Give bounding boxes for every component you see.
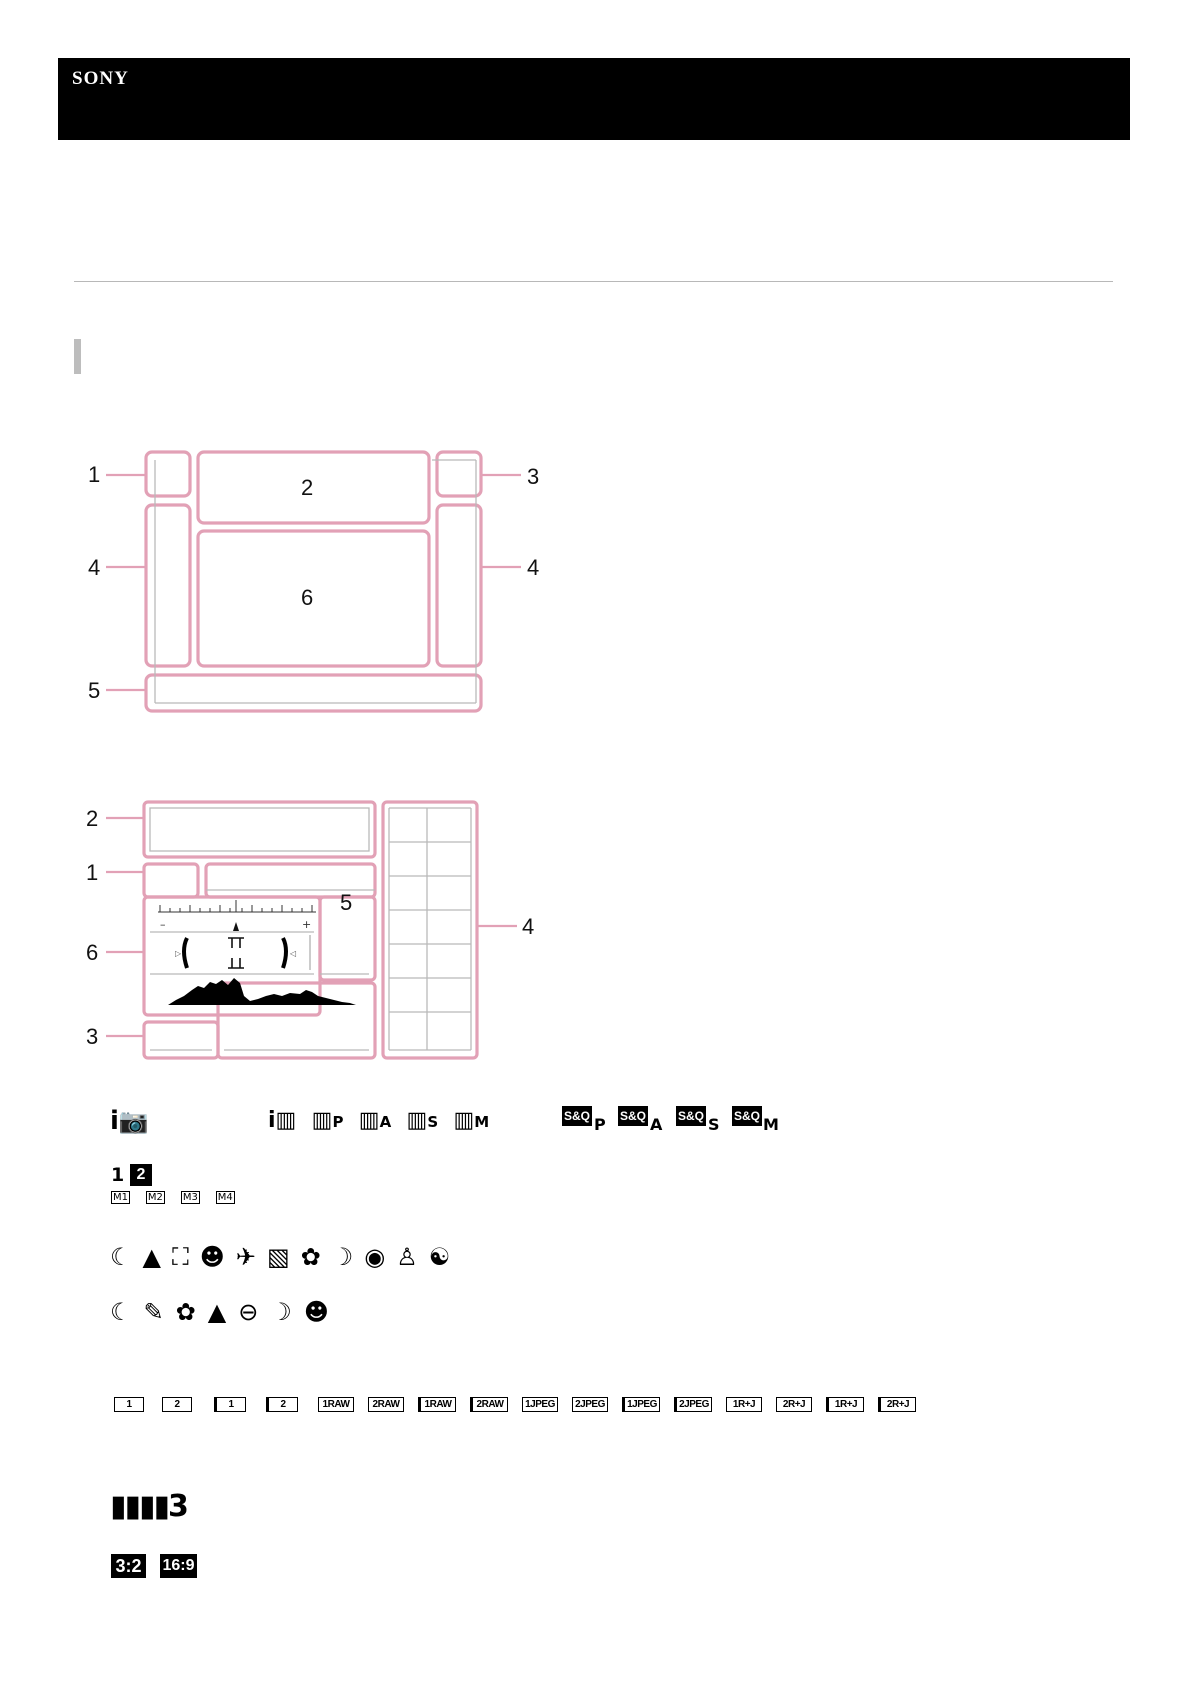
pb-label-3: 3 [86,1024,99,1049]
movie-m-icon: ▥M [453,1108,490,1133]
portrait2-icon: ☾ [110,1298,144,1326]
memory-2-icon: 2 [130,1164,152,1186]
area-4-right-box [437,505,481,666]
aspect-3-2-icon: 3:2 [111,1554,146,1578]
area-2-box [198,452,429,523]
pb-area-4-box [383,802,477,1058]
night-portrait2-icon: ☻ [303,1298,341,1326]
baby-icon: ☯ [428,1243,462,1271]
media-icon-5: 1RAW [318,1397,354,1412]
media-icon-14: 2R+J [776,1397,812,1412]
area-4-left-box [146,505,190,666]
portrait-icon: ☻ [199,1243,236,1271]
svg-text:–: – [160,918,166,931]
battery-level-icon: ▮▮▮▮3 [110,1489,187,1524]
brand-logo: SONY [72,68,129,89]
area-5-box [146,675,481,711]
face-icon: ◉ [364,1243,397,1271]
memory-m3-icon: M3 [182,1192,198,1203]
action-icon: ✈ [235,1243,267,1271]
pb-label-2: 2 [86,806,99,831]
sq-p-suffix: P [594,1115,606,1134]
label-4-left: 4 [88,555,101,580]
sq-m-suffix: M [763,1115,779,1134]
aspect-16-9-icon: 16:9 [160,1554,197,1578]
media-icon-15: 1R+J [826,1397,864,1412]
night2-icon: ☽ [270,1298,304,1326]
memory-m1-icon: M1 [113,1192,128,1203]
media-icon-9: 1JPEG [522,1397,558,1412]
area-6-box [198,531,429,666]
sports-icon: ✎ [143,1298,176,1326]
sunset-icon: ⊖ [238,1298,271,1326]
media-icon-7: 1RAW [418,1397,456,1412]
candle-icon: ♙ [396,1243,429,1271]
svg-text:◁: ◁ [290,949,297,958]
media-icon-6: 2RAW [368,1397,404,1412]
landscape2-icon: ▲ [207,1298,239,1326]
media-icon-1: 1 [114,1397,144,1412]
backlight-icon: ⛶ [171,1243,200,1271]
lowlight-icon: ▧ [266,1243,301,1271]
landscape-icon: ▲ [142,1243,172,1271]
svg-text:▷: ▷ [175,949,182,958]
label-5: 5 [88,678,101,703]
exposure-scale-ticks [160,900,312,912]
media-icon-11: 1JPEG [622,1397,660,1412]
pb-label-4: 4 [522,914,535,939]
intelligent-auto-icon: i📷 [110,1106,149,1136]
pb-label-6: 6 [86,940,99,965]
label-6: 6 [301,585,314,610]
media-icon-3: 1 [214,1397,246,1412]
sq-m-icon: S&Q [732,1106,762,1126]
label-1: 1 [88,462,101,487]
movie-a-icon: ▥A [358,1108,392,1133]
sq-p-icon: S&Q [562,1106,592,1126]
media-icon-2: 2 [162,1397,192,1412]
playback-screen-diagram [86,802,534,1058]
memory-1-icon: 1 [111,1164,125,1186]
label-2: 2 [301,475,314,500]
media-icon-13: 1R+J [726,1397,762,1412]
scene-selection-icons [110,1245,461,1269]
pb-label-1: 1 [86,860,99,885]
label-3: 3 [527,464,540,489]
pb-label-5: 5 [340,890,353,915]
night-portrait-icon: ☽ [331,1243,365,1271]
shooting-screen-diagram [88,452,539,711]
pb-area-3-box [144,1022,218,1058]
scene-icons-row2 [110,1300,341,1324]
label-4-right: 4 [527,555,540,580]
movie-p-icon: ▥P [311,1108,344,1133]
sq-s-suffix: S [708,1115,720,1134]
media-icon-16: 2R+J [878,1397,916,1412]
media-icon-4: 2 [266,1397,298,1412]
memory-m-icons [111,1193,235,1203]
movie-s-icon: ▥S [406,1108,439,1133]
sq-s-icon: S&Q [676,1106,706,1126]
sq-a-suffix: A [650,1115,663,1134]
macro-icon: ✿ [300,1243,332,1271]
pb-area-2-box [144,802,375,857]
memory-m2-icon: M2 [147,1192,163,1203]
media-icon-8: 2RAW [470,1397,508,1412]
media-icon-12: 2JPEG [674,1397,712,1412]
memory-m4-icon: M4 [217,1192,233,1203]
battery-number: 3 [168,1489,187,1524]
svg-text:+: + [302,918,312,931]
area-3-box [437,452,481,496]
movie-auto-icon: i▥ [268,1108,297,1133]
area-1-box [146,452,190,496]
sq-a-icon: S&Q [618,1106,648,1126]
pb-area-1-box [144,864,198,897]
night-scene-icon: ☾ [110,1243,143,1271]
movie-mode-icons [268,1110,489,1132]
media-icon-10: 2JPEG [572,1397,608,1412]
macro2-icon: ✿ [175,1298,208,1326]
